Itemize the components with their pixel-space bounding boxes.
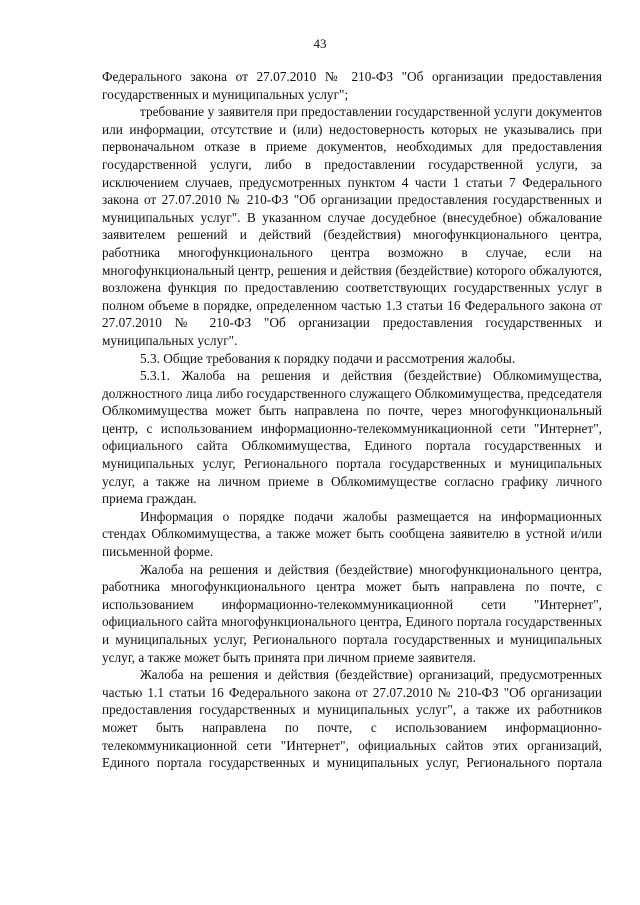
paragraph-requirement: требование у заявителя при предоставлении государственной услуги документов или информации, отсутствие и (или) недостоверность которых не указывались при первоначальном отказе в приеме документов, необходимых для предоставления государственной услуги, либо в предоставлении государственной услуги, за исключением случаев, предусмотренных пунктом 4 части 1 статьи 7 Федерального закона от 27.07.2010 № 210-ФЗ "Об организации предоставления государственных и муниципальных услуг". В указанном случае досудебное (внесудебное) обжалование заявителем решений и действий (бездействия) многофункционального центра, работника многофункционального центра возможно в случае, если на многофункциональный центр, решения и действия (бездействие) которого обжалуются, возложена функция по предоставлению соответствующих государственных услуг в полном объеме в порядке, определенном частью 1.3 статьи 16 Федерального закона от 27.07.2010 № 210-ФЗ "Об организации предоставления государственных и муниципальных услуг".	[102, 104, 602, 348]
paragraph-5-3-1: 5.3.1. Жалоба на решения и действия (бездействие) Облкомимущества, должностного лица либо государственного служащего Облкомимущества, председателя Облкомимущества может быть направлена по почте, через многофункциональный центр, с использованием информационно-телекоммуникационной сети "Интернет", официального сайта Облкомимущества, Единого портала государственных и муниципальных услуг, Регионального портала государственных и муниципальных услуг, а также на личном приеме в Облкомимуществе согласно графику личного приема граждан.	[102, 368, 602, 507]
paragraph-organizations-complaint: Жалоба на решения и действия (бездействие) организаций, предусмотренных частью 1.1 статьи 16 Федерального закона от 27.07.2010 № 210-ФЗ "Об организации предоставления государственных и муниципальных услуг", а также их работников может быть направлена по почте, с использованием информационно-телекоммуникационной сети "Интернет", официальных сайтов этих организаций, Единого портала государственных и муниципальных услуг, Регионального портала	[102, 667, 602, 771]
paragraph-continuation: Федерального закона от 27.07.2010 № 210-ФЗ "Об организации предоставления государственных и муниципальных услуг";	[102, 69, 602, 102]
paragraph-information: Информация о порядке подачи жалобы размещается на информационных стендах Облкомимущества, а также может быть сообщена заявителю в устной и/или письменной форме.	[102, 508, 602, 560]
section-heading-5-3: 5.3. Общие требования к порядку подачи и рассмотрения жалобы.	[140, 350, 516, 366]
paragraph-mfc-complaint: Жалоба на решения и действия (бездействие) многофункционального центра, работника многофункционального центра может быть направлена по почте, с использованием информационно-телекоммуникационной сети "Интернет", официального сайта многофункционального центра, Единого портала государственных и муниципальных услуг, Регионального портала государственных и муниципальных услуг, а также может быть принята при личном приеме заявителя.	[102, 561, 602, 665]
page-number: 43	[313, 36, 327, 51]
document-body	[102, 68, 602, 772]
